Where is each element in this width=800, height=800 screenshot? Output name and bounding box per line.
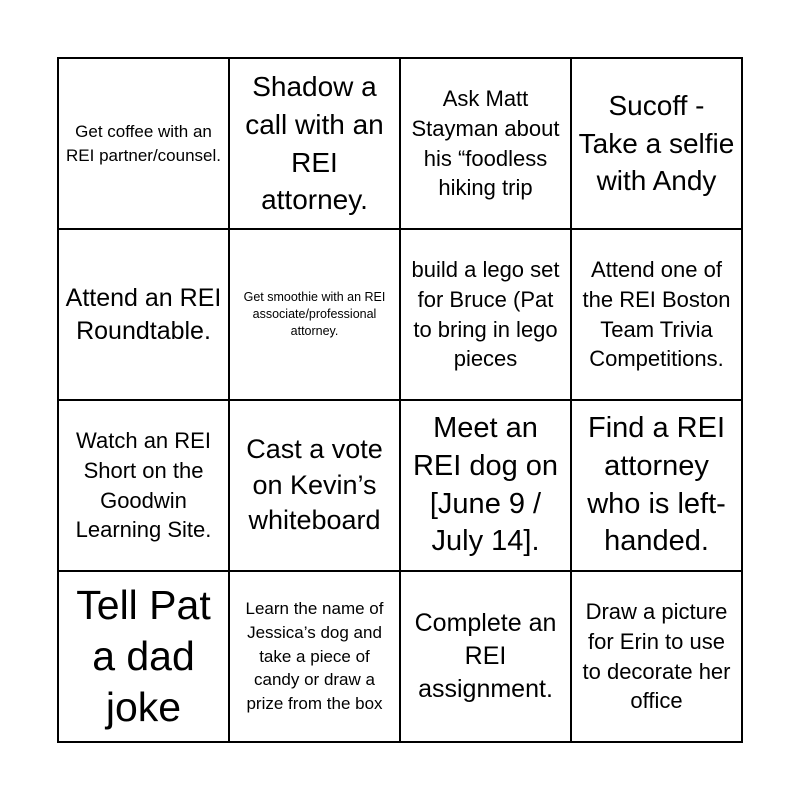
bingo-cell-text: Sucoff - Take a selfie with Andy <box>578 89 735 197</box>
bingo-cell-text: Complete an REI assignment. <box>414 609 557 703</box>
bingo-cell-r4c4[interactable] <box>572 572 743 743</box>
bingo-cell-r3c4[interactable] <box>572 401 743 572</box>
bingo-cell-r4c2[interactable] <box>230 572 401 743</box>
bingo-cell-text: Get coffee with an REI partner/counsel. <box>66 121 221 165</box>
bingo-cell-r2c2[interactable] <box>230 230 401 401</box>
bingo-cell-text: Meet an REI dog on [June 9 / July 14]. <box>412 412 559 558</box>
bingo-cell-text: Find a REI attorney who is left-handed. <box>587 412 726 558</box>
bingo-cell-text: Cast a vote on Kevin’s whiteboard <box>246 434 383 536</box>
bingo-cell-text: Ask Matt Stayman about his “foodless hiking trip <box>411 85 560 201</box>
bingo-cell-text: Attend an REI Roundtable. <box>65 283 222 345</box>
bingo-cell-r1c2[interactable] <box>230 59 401 230</box>
bingo-cell-text: Draw a picture for Erin to use to decorate her office <box>582 598 731 714</box>
bingo-cell-text: Shadow a call with an REI attorney. <box>245 70 384 216</box>
bingo-cell-r3c3[interactable] <box>401 401 572 572</box>
bingo-cell-r2c4[interactable] <box>572 230 743 401</box>
bingo-cell-text: Get smoothie with an REI associate/professional attorney. <box>243 289 386 339</box>
bingo-cell-text: Watch an REI Short on the Goodwin Learning Site. <box>75 427 212 543</box>
bingo-cell-text: build a lego set for Bruce (Pat to bring in lego pieces <box>411 256 560 372</box>
bingo-cell-text: Attend one of the REI Boston Team Trivia Competitions. <box>582 256 731 372</box>
bingo-cell-r2c1[interactable] <box>59 230 230 401</box>
bingo-board <box>57 57 743 743</box>
bingo-cell-r4c3[interactable] <box>401 572 572 743</box>
bingo-cell-r4c1[interactable] <box>59 572 230 743</box>
bingo-cell-r3c1[interactable] <box>59 401 230 572</box>
bingo-cell-r1c4[interactable] <box>572 59 743 230</box>
bingo-cell-r1c3[interactable] <box>401 59 572 230</box>
bingo-cell-text: Learn the name of Jessica’s dog and take a piece of candy or draw a prize from the box <box>245 599 384 714</box>
bingo-cell-r3c2[interactable] <box>230 401 401 572</box>
bingo-cell-r1c1[interactable] <box>59 59 230 230</box>
bingo-cell-r2c3[interactable] <box>401 230 572 401</box>
bingo-cell-text: Tell Pat a dad joke <box>76 581 211 731</box>
